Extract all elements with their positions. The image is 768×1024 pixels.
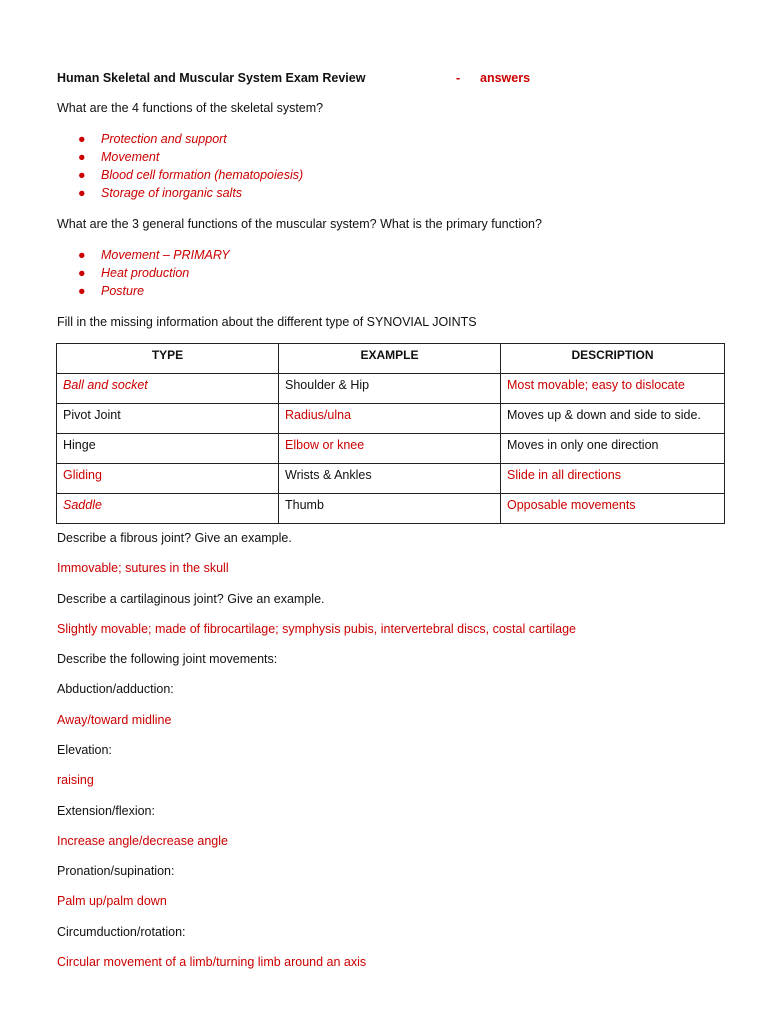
answer-fibrous-joint: Immovable; sutures in the skull bbox=[57, 561, 229, 575]
list-item: ● Movement bbox=[78, 150, 160, 164]
table-cell: Wrists & Ankles bbox=[279, 464, 501, 494]
column-header-example: EXAMPLE bbox=[279, 344, 501, 374]
list-item: ● Blood cell formation (hematopoiesis) bbox=[78, 168, 304, 182]
table-row bbox=[57, 404, 725, 434]
bullet-icon: ● bbox=[78, 186, 86, 200]
movement-answer: Circular movement of a limb/turning limb around an axis bbox=[57, 955, 367, 969]
table-cell: Pivot Joint bbox=[57, 404, 279, 434]
answer-cartilaginous-joint: Slightly movable; made of fibrocartilage; symphysis pubis, intervertebral discs, costal cartilage bbox=[57, 622, 576, 636]
bullet-icon: ● bbox=[78, 168, 86, 182]
movement-answer: Away/toward midline bbox=[57, 713, 172, 727]
movement-answer: Increase angle/decrease angle bbox=[57, 834, 228, 848]
list-item: ● Movement – PRIMARY bbox=[78, 248, 230, 262]
table-cell: Saddle bbox=[57, 494, 279, 524]
table-cell: Elbow or knee bbox=[279, 434, 501, 464]
answers-dash: - bbox=[456, 71, 461, 85]
movement-answer: raising bbox=[57, 773, 94, 787]
question-cartilaginous-joint: Describe a cartilaginous joint? Give an example. bbox=[57, 592, 325, 606]
table-row bbox=[57, 494, 725, 524]
column-header-description: DESCRIPTION bbox=[501, 344, 725, 374]
movement-term: Elevation: bbox=[57, 743, 112, 757]
table-cell: Most movable; easy to dislocate bbox=[501, 374, 725, 404]
table-row bbox=[57, 374, 725, 404]
muscular-functions-list bbox=[72, 246, 230, 300]
table-cell: Radius/ulna bbox=[279, 404, 501, 434]
movement-term: Extension/flexion: bbox=[57, 804, 155, 818]
table-cell: Moves up & down and side to side. bbox=[501, 404, 725, 434]
skeletal-functions-list bbox=[72, 130, 303, 202]
question-skeletal-functions: What are the 4 functions of the skeletal system? bbox=[57, 101, 324, 115]
table-cell: Ball and socket bbox=[57, 374, 279, 404]
movement-term: Circumduction/rotation: bbox=[57, 925, 186, 939]
bullet-icon: ● bbox=[78, 248, 86, 262]
table-cell: Hinge bbox=[57, 434, 279, 464]
bullet-icon: ● bbox=[78, 284, 86, 298]
question-muscular-functions: What are the 3 general functions of the muscular system? What is the primary function? bbox=[57, 217, 542, 231]
list-item: ● Heat production bbox=[78, 266, 190, 280]
list-item: ● Storage of inorganic salts bbox=[78, 186, 243, 200]
table-cell: Thumb bbox=[279, 494, 501, 524]
bullet-icon: ● bbox=[78, 132, 86, 146]
table-cell: Opposable movements bbox=[501, 494, 725, 524]
table-cell: Shoulder & Hip bbox=[279, 374, 501, 404]
synovial-joints-table bbox=[56, 343, 725, 524]
question-fibrous-joint: Describe a fibrous joint? Give an example. bbox=[57, 531, 292, 545]
question-joint-movements: Describe the following joint movements: bbox=[57, 652, 278, 666]
answers-label: answers bbox=[480, 71, 531, 85]
table-cell: Gliding bbox=[57, 464, 279, 494]
bullet-icon: ● bbox=[78, 266, 86, 280]
table-cell: Slide in all directions bbox=[501, 464, 725, 494]
bullet-icon: ● bbox=[78, 150, 86, 164]
movement-term: Abduction/adduction: bbox=[57, 682, 174, 696]
question-synovial-joints: Fill in the missing information about the different type of SYNOVIAL JOINTS bbox=[57, 315, 477, 329]
table-cell: Moves in only one direction bbox=[501, 434, 725, 464]
list-item: ● Posture bbox=[78, 284, 145, 298]
table-header-row bbox=[57, 344, 725, 374]
list-item: ● Protection and support bbox=[78, 132, 227, 146]
table-row bbox=[57, 434, 725, 464]
movement-term: Pronation/supination: bbox=[57, 864, 175, 878]
table-row bbox=[57, 464, 725, 494]
movement-answer: Palm up/palm down bbox=[57, 894, 167, 908]
column-header-type: TYPE bbox=[57, 344, 279, 374]
document-title: Human Skeletal and Muscular System Exam Review bbox=[57, 71, 366, 85]
